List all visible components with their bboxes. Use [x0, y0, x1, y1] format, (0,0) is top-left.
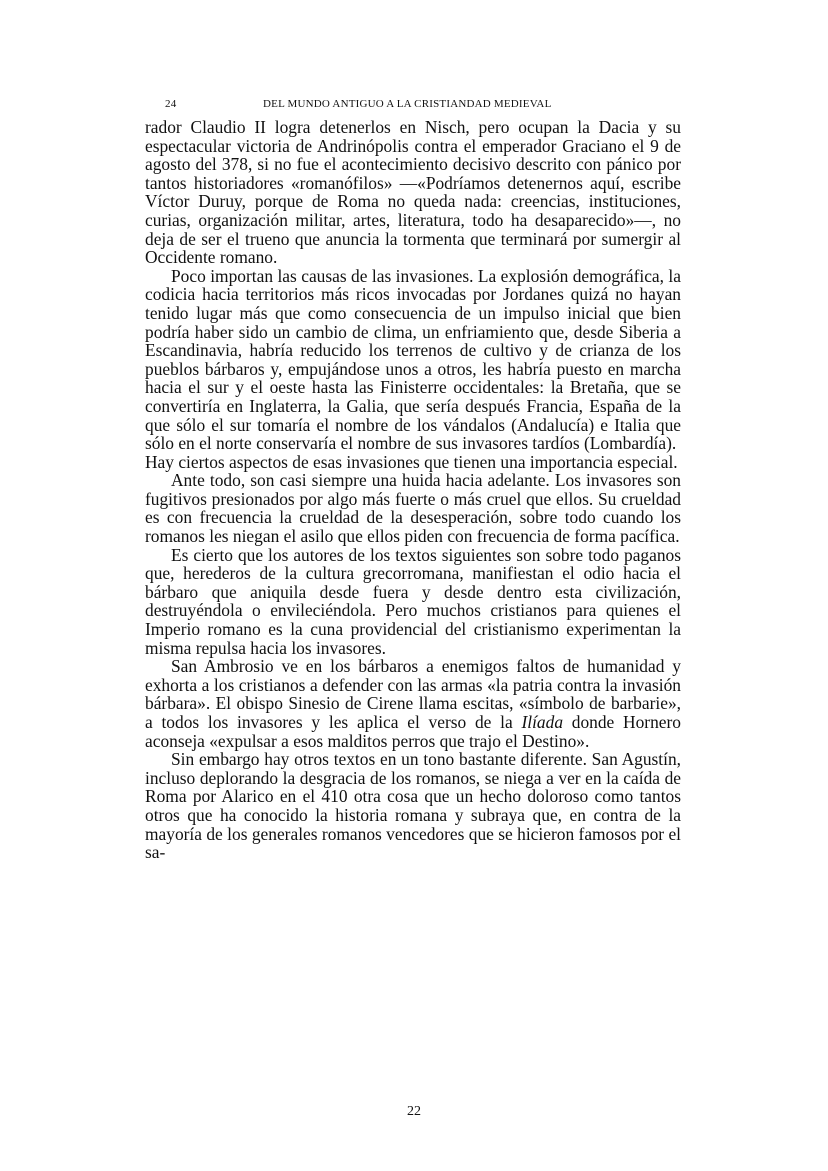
header-book-title: DEL MUNDO ANTIGUO A LA CRISTIANDAD MEDIEVAL: [263, 98, 552, 110]
paragraph-7: Sin embargo hay otros textos en un tono bastante diferente. San Agustín, incluso deplorando la desgracia de los romanos, se niega a ver en la caída de Roma por Alarico en el 410 otra cosa que un hecho doloroso como tantos otros que ha conocido la historia romana y subraya que, en contra de la mayoría de los generales romanos vencedores que se hicieron famosos por el sa-: [145, 749, 681, 863]
paragraph-6-text-b: donde Hornero aconseja «expulsar a esos malditos perros que trajo el Destino».: [145, 712, 681, 751]
body-text: [145, 118, 681, 862]
iliad-title: Ilíada: [521, 712, 564, 732]
paragraph-6: [145, 657, 681, 750]
header-page-number: 24: [165, 98, 177, 110]
paragraph-3: Hay ciertos aspectos de esas invasiones que tienen una importancia especial.: [145, 451, 678, 472]
paragraph-2: Poco importan las causas de las invasiones. La explosión demográfica, la codicia hacia territorios más ricos invocadas por Jordanes quizá no hayan tenido lugar más que como consecuencia de un impulso inicial que bien podría haber sido un cambio de clima, un enfriamiento que, desde Siberia a Escandinavia, habría reducido los terrenos de cultivo y de crianza de los pueblos bárbaros y, empujándose unos a otros, les habría puesto en marcha hacia el sur y el oeste hasta las Finisterre occidentales: la Bretaña, que se convertiría en Inglaterra, la Galia, que sería después Francia, España de la que sólo el sur tomaría el nombre de los vándalos (Andalucía) e Italia que sólo en el norte conservaría el nombre de sus invasores tardíos (Lombardía).: [145, 265, 681, 454]
paragraph-1: rador Claudio II logra detenerlos en Nisch, pero ocupan la Dacia y su espectacular victoria de Andrinópolis contra el emperador Graciano el 9 de agosto del 378, si no fue el acontecimiento decisivo descrito con pánico por tantos historiadores «romanófilos» —«Podríamos detenernos aquí, escribe Víctor Duruy, porque de Roma no queda nada: creencias, instituciones, curias, organización militar, artes, literatura, todo ha desaparecido»—, no deja de ser el trueno que anuncia la tormenta que terminará por sumergir al Occidente romano.: [145, 117, 681, 268]
paragraph-5: Es cierto que los autores de los textos siguientes son sobre todo paganos que, herederos de la cultura grecorromana, manifiestan el odio hacia el bárbaro que aniquila desde fuera y desde dentro esta civilización, destruyéndola o envileciéndola. Pero muchos cristianos para quienes el Imperio romano es la cuna providencial del cristianismo experimentan la misma repulsa hacia los invasores.: [145, 544, 681, 658]
paragraph-4: Ante todo, son casi siempre una huida hacia adelante. Los invasores son fugitivos presionados por algo más fuerte o más cruel que ellos. Su crueldad es con frecuencia la crueldad de la desesperación, sobre todo cuando los romanos les niegan el asilo que ellos piden con frecuencia de forma pacífica.: [145, 470, 681, 547]
paragraph-6-text-a: San Ambrosio ve en los bárbaros a enemigos faltos de humanidad y exhorta a los cristianos a defender con las armas «la patria contra la invasión bárbara». El obispo Sinesio de Cirene llama escitas, «símbolo de barbarie», a todos los invasores y les aplica el verso de la: [145, 656, 681, 732]
footer-page-number: 22: [407, 1104, 421, 1119]
